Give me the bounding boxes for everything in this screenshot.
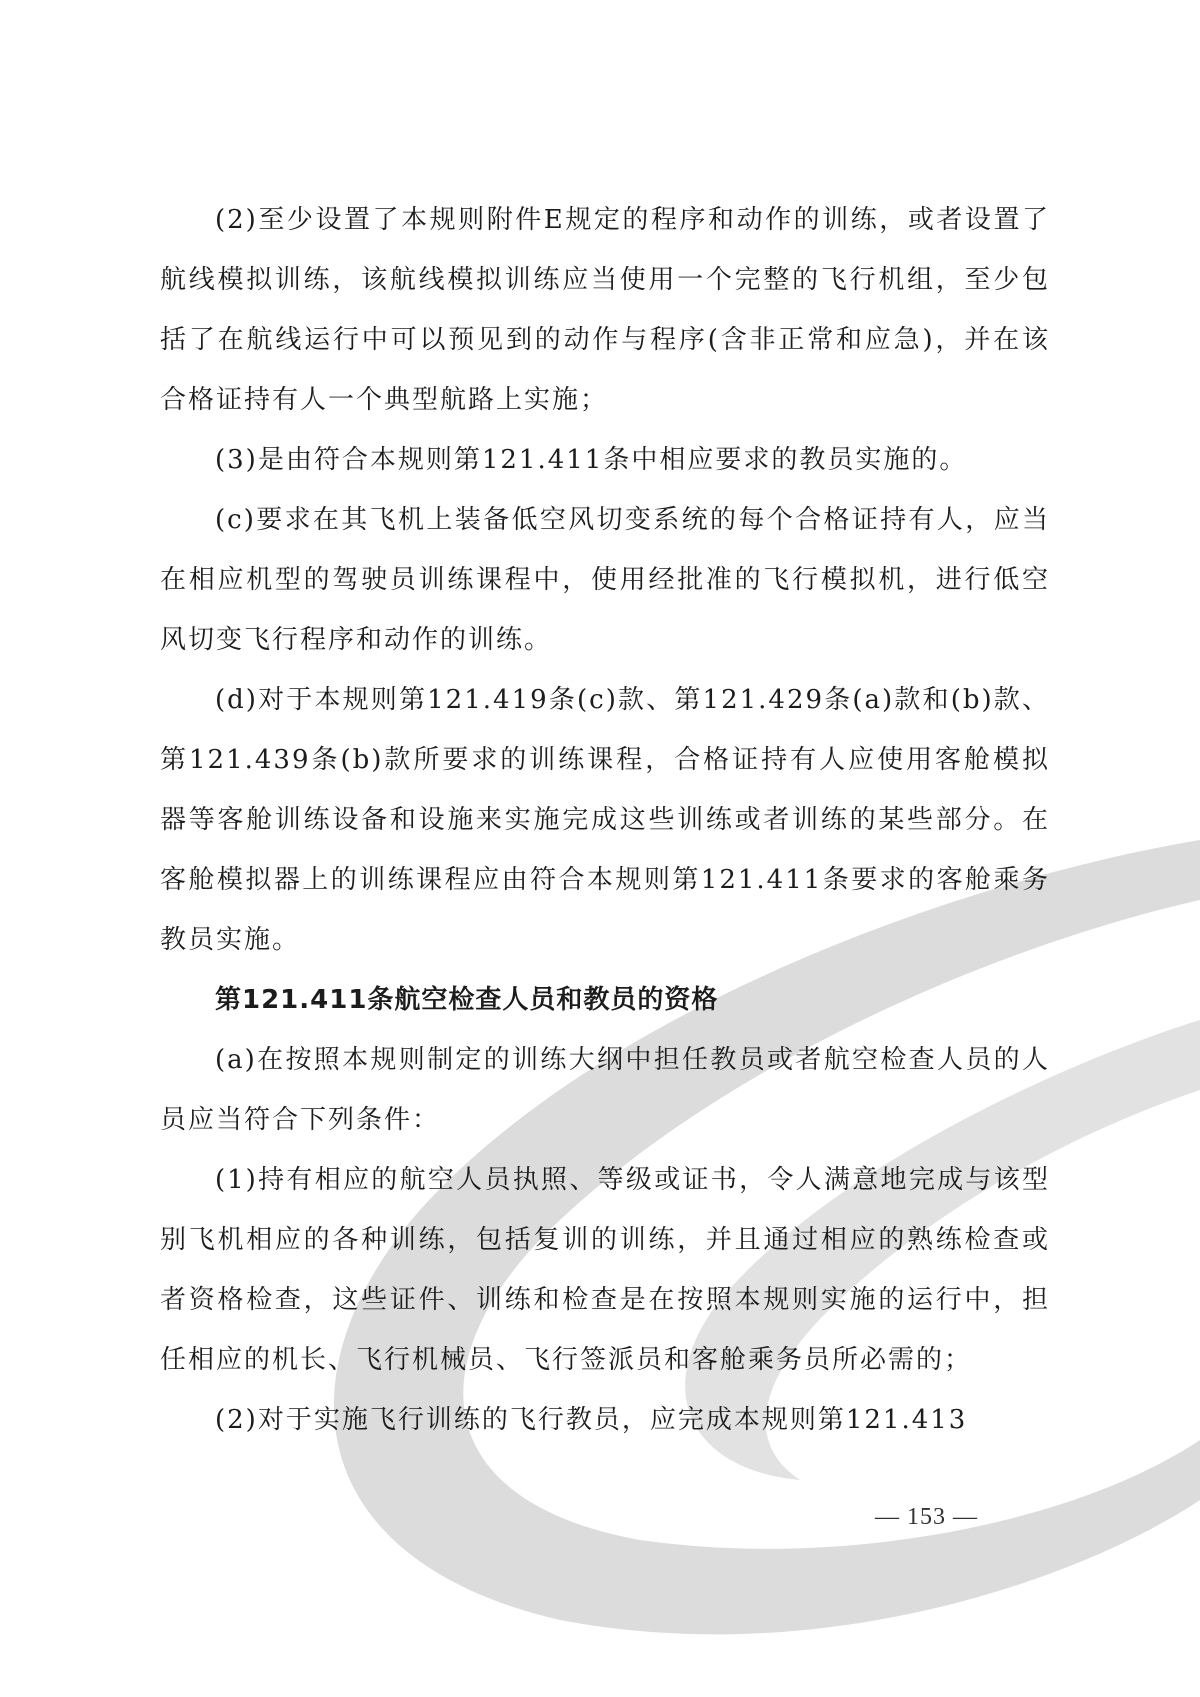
paragraph-d-cabin-training: (d)对于本规则第121.419条(c)款、第121.429条(a)款和(b)款、第121.439条(b)款所要求的训练课程，合格证持有人应使用客舱模拟器等客舱训练设备和设施来实施完成这些训练或者训练的某些部分。在客舱模拟器上的训练课程应由符合本规则第121.411条要求的客舱乘务教员实施。	[160, 685, 1050, 955]
section-heading: 第121.411条航空检查人员和教员的资格	[215, 985, 719, 1015]
paragraph-2-flight-instructors: (2)对于实施飞行训练的飞行教员，应完成本规则第121.413	[215, 1405, 968, 1435]
paragraph-1-licenses: (1)持有相应的航空人员执照、等级或证书，令人满意地完成与该型别飞机相应的各种训练，包括复训的训练，并且通过相应的熟练检查或者资格检查，这些证件、训练和检查是在按照本规则实施的运行中，担任相应的机长、飞行机械员、飞行签派员和客舱乘务员所必需的；	[160, 1165, 1050, 1375]
paragraph-2-training: (2)至少设置了本规则附件E规定的程序和动作的训练，或者设置了航线模拟训练，该航线模拟训练应当使用一个完整的飞行机组，至少包括了在航线运行中可以预见到的动作与程序(含非正常和应急)，并在该合格证持有人一个典型航路上实施；	[160, 205, 1050, 415]
page-number: — 153 —	[875, 1504, 978, 1530]
document-body	[160, 190, 1050, 1450]
paragraph-3-instructors: (3)是由符合本规则第121.411条中相应要求的教员实施的。	[215, 445, 968, 475]
paragraph-c-windshear: (c)要求在其飞机上装备低空风切变系统的每个合格证持有人，应当在相应机型的驾驶员训练课程中，使用经批准的飞行模拟机，进行低空风切变飞行程序和动作的训练。	[160, 505, 1050, 655]
paragraph-a-qualifications: (a)在按照本规则制定的训练大纲中担任教员或者航空检查人员的人员应当符合下列条件：	[160, 1045, 1050, 1135]
